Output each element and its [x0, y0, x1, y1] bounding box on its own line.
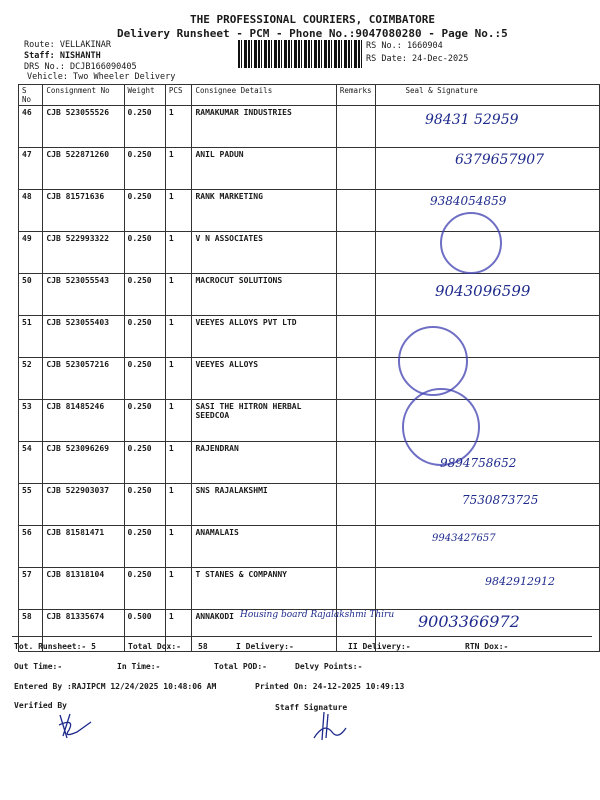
table-row: [19, 568, 600, 610]
serial-number: 50: [19, 274, 43, 316]
consignee-name: MACROCUT SOLUTIONS: [192, 274, 336, 316]
handwritten-phone-50: 9043096599: [435, 282, 531, 300]
verified-by: Verified By: [14, 701, 67, 710]
table-row: [19, 190, 600, 232]
pieces: 1: [165, 610, 192, 652]
serial-number: 48: [19, 190, 43, 232]
company-seal: [398, 326, 468, 396]
consignment-number: CJB 523055403: [43, 316, 124, 358]
consignment-number: CJB 81581471: [43, 526, 124, 568]
consignment-number: CJB 523055543: [43, 274, 124, 316]
serial-number: 52: [19, 358, 43, 400]
serial-number: 58: [19, 610, 43, 652]
rs-number: RS No.: 1660904: [366, 41, 443, 51]
consignee-name: T STANES & COMPANNY: [192, 568, 336, 610]
company-seal: [402, 388, 480, 466]
pieces: 1: [165, 400, 192, 442]
route: Route: VELLAKINAR: [24, 40, 111, 50]
serial-number: 55: [19, 484, 43, 526]
pieces: 1: [165, 106, 192, 148]
pieces: 1: [165, 274, 192, 316]
in-time: In Time:-: [117, 662, 161, 671]
consignment-number: CJB 81318104: [43, 568, 124, 610]
verifier-signature: [55, 710, 95, 740]
remarks-cell: [336, 106, 375, 148]
handwritten-phone-54: 9894758652: [440, 456, 517, 470]
weight: 0.250: [124, 232, 165, 274]
total-dox-value: 58: [198, 642, 208, 651]
weight: 0.250: [124, 190, 165, 232]
seal-signature-cell: [375, 526, 599, 568]
consignment-number: CJB 522993322: [43, 232, 124, 274]
remarks-cell: [336, 400, 375, 442]
consignment-number: CJB 523057216: [43, 358, 124, 400]
col-consignment: Consignment No: [43, 85, 124, 106]
remarks-cell: [336, 442, 375, 484]
out-time: Out Time:-: [14, 662, 63, 671]
table-row: [19, 358, 600, 400]
consignee-name: VEEYES ALLOYS: [192, 358, 336, 400]
consignee-name: RAMAKUMAR INDUSTRIES: [192, 106, 336, 148]
col-seal: Seal & Signature: [375, 85, 599, 106]
handwritten-phone-56: 9943427657: [432, 533, 496, 544]
tot-runsheet: Tot. Runsheet:- 5: [14, 642, 96, 651]
total-dox-label: Total Dox:-: [128, 642, 181, 651]
consignee-name: RANK MARKETING: [192, 190, 336, 232]
consignment-number: CJB 522903037: [43, 484, 124, 526]
consignment-number: CJB 81571636: [43, 190, 124, 232]
weight: 0.250: [124, 400, 165, 442]
rtn-dox: RTN Dox:-: [465, 642, 509, 651]
serial-number: 54: [19, 442, 43, 484]
consignee-name: ANNAKODI: [192, 610, 336, 652]
handwritten-phone-55: 7530873725: [462, 493, 539, 507]
col-weight: Weight: [124, 85, 165, 106]
weight: 0.250: [124, 526, 165, 568]
weight: 0.250: [124, 148, 165, 190]
pieces: 1: [165, 568, 192, 610]
weight: 0.250: [124, 106, 165, 148]
i-delivery: I Delivery:-: [236, 642, 294, 651]
handwritten-phone-47: 6379657907: [455, 152, 545, 168]
weight: 0.250: [124, 358, 165, 400]
consignee-name: ANIL PADUN: [192, 148, 336, 190]
remarks-cell: [336, 484, 375, 526]
col-consignee: Consignee Details: [192, 85, 336, 106]
printed-on: Printed On: 24-12-2025 10:49:13: [255, 682, 405, 691]
drs-number: DRS No.: DCJB166090405: [24, 62, 137, 72]
handwritten-phone-57: 9842912912: [485, 575, 555, 588]
serial-number: 49: [19, 232, 43, 274]
pieces: 1: [165, 442, 192, 484]
pieces: 1: [165, 190, 192, 232]
entered-by: Entered By :RAJIPCM 12/24/2025 10:48:06 AM: [14, 682, 217, 691]
divider: [12, 636, 592, 637]
runsheet-table: [18, 84, 600, 652]
weight: 0.250: [124, 568, 165, 610]
table-row: [19, 316, 600, 358]
staff-signature: Staff Signature: [275, 703, 348, 712]
staff: Staff: NISHANTH: [24, 51, 101, 61]
weight: 0.250: [124, 316, 165, 358]
remarks-cell: [336, 316, 375, 358]
col-remarks: Remarks: [336, 85, 375, 106]
table-row: [19, 232, 600, 274]
consignee-name: ANAMALAIS: [192, 526, 336, 568]
pieces: 1: [165, 148, 192, 190]
pieces: 1: [165, 484, 192, 526]
pieces: 1: [165, 232, 192, 274]
consignment-number: CJB 523055526: [43, 106, 124, 148]
col-sno: S No: [19, 85, 43, 106]
weight: 0.500: [124, 610, 165, 652]
seal-signature-cell: [375, 568, 599, 610]
weight: 0.250: [124, 274, 165, 316]
delvy-points: Delvy Points:-: [295, 662, 363, 671]
consignment-number: CJB 81485246: [43, 400, 124, 442]
table-row: [19, 400, 600, 442]
consignee-name: RAJENDRAN: [192, 442, 336, 484]
remarks-cell: [336, 358, 375, 400]
serial-number: 51: [19, 316, 43, 358]
remarks-cell: [336, 232, 375, 274]
remarks-cell: [336, 274, 375, 316]
remarks-cell: [336, 148, 375, 190]
pieces: 1: [165, 316, 192, 358]
col-pcs: PCS: [165, 85, 192, 106]
remarks-cell: [336, 568, 375, 610]
weight: 0.250: [124, 442, 165, 484]
handwritten-phone-46: 98431 52959: [425, 112, 519, 128]
consignment-number: CJB 523096269: [43, 442, 124, 484]
barcode: [238, 40, 362, 68]
handwritten-phone-58: 9003366972: [418, 612, 520, 631]
company-seal: [440, 212, 502, 274]
remarks-cell: [336, 190, 375, 232]
pieces: 1: [165, 526, 192, 568]
serial-number: 47: [19, 148, 43, 190]
serial-number: 46: [19, 106, 43, 148]
consignee-name: SASI THE HITRON HERBAL SEEDCOA: [192, 400, 336, 442]
serial-number: 53: [19, 400, 43, 442]
pieces: 1: [165, 358, 192, 400]
table-header: [19, 85, 600, 106]
serial-number: 57: [19, 568, 43, 610]
consignee-name: VEEYES ALLOYS PVT LTD: [192, 316, 336, 358]
table-row: [19, 526, 600, 568]
serial-number: 56: [19, 526, 43, 568]
vehicle: Vehicle: Two Wheeler Delivery: [27, 72, 176, 82]
staff-signature-mark: [310, 710, 350, 742]
ii-delivery: II Delivery:-: [348, 642, 411, 651]
total-pod: Total POD:-: [214, 662, 267, 671]
rs-date: RS Date: 24-Dec-2025: [366, 54, 469, 64]
consignment-number: CJB 522871260: [43, 148, 124, 190]
remarks-cell: [336, 526, 375, 568]
weight: 0.250: [124, 484, 165, 526]
handwritten-phone-48: 9384054859: [430, 194, 507, 208]
company-name: THE PROFESSIONAL COURIERS, COIMBATORE: [190, 13, 436, 26]
consignee-name: V N ASSOCIATES: [192, 232, 336, 274]
runsheet-title: Delivery Runsheet - PCM - Phone No.:9047080280 - Page No.:5: [117, 27, 508, 40]
handwritten-address-58: Housing board Rajalakshmi Thiru: [240, 610, 395, 620]
consignee-name: SNS RAJALAKSHMI: [192, 484, 336, 526]
consignment-number: CJB 81335674: [43, 610, 124, 652]
